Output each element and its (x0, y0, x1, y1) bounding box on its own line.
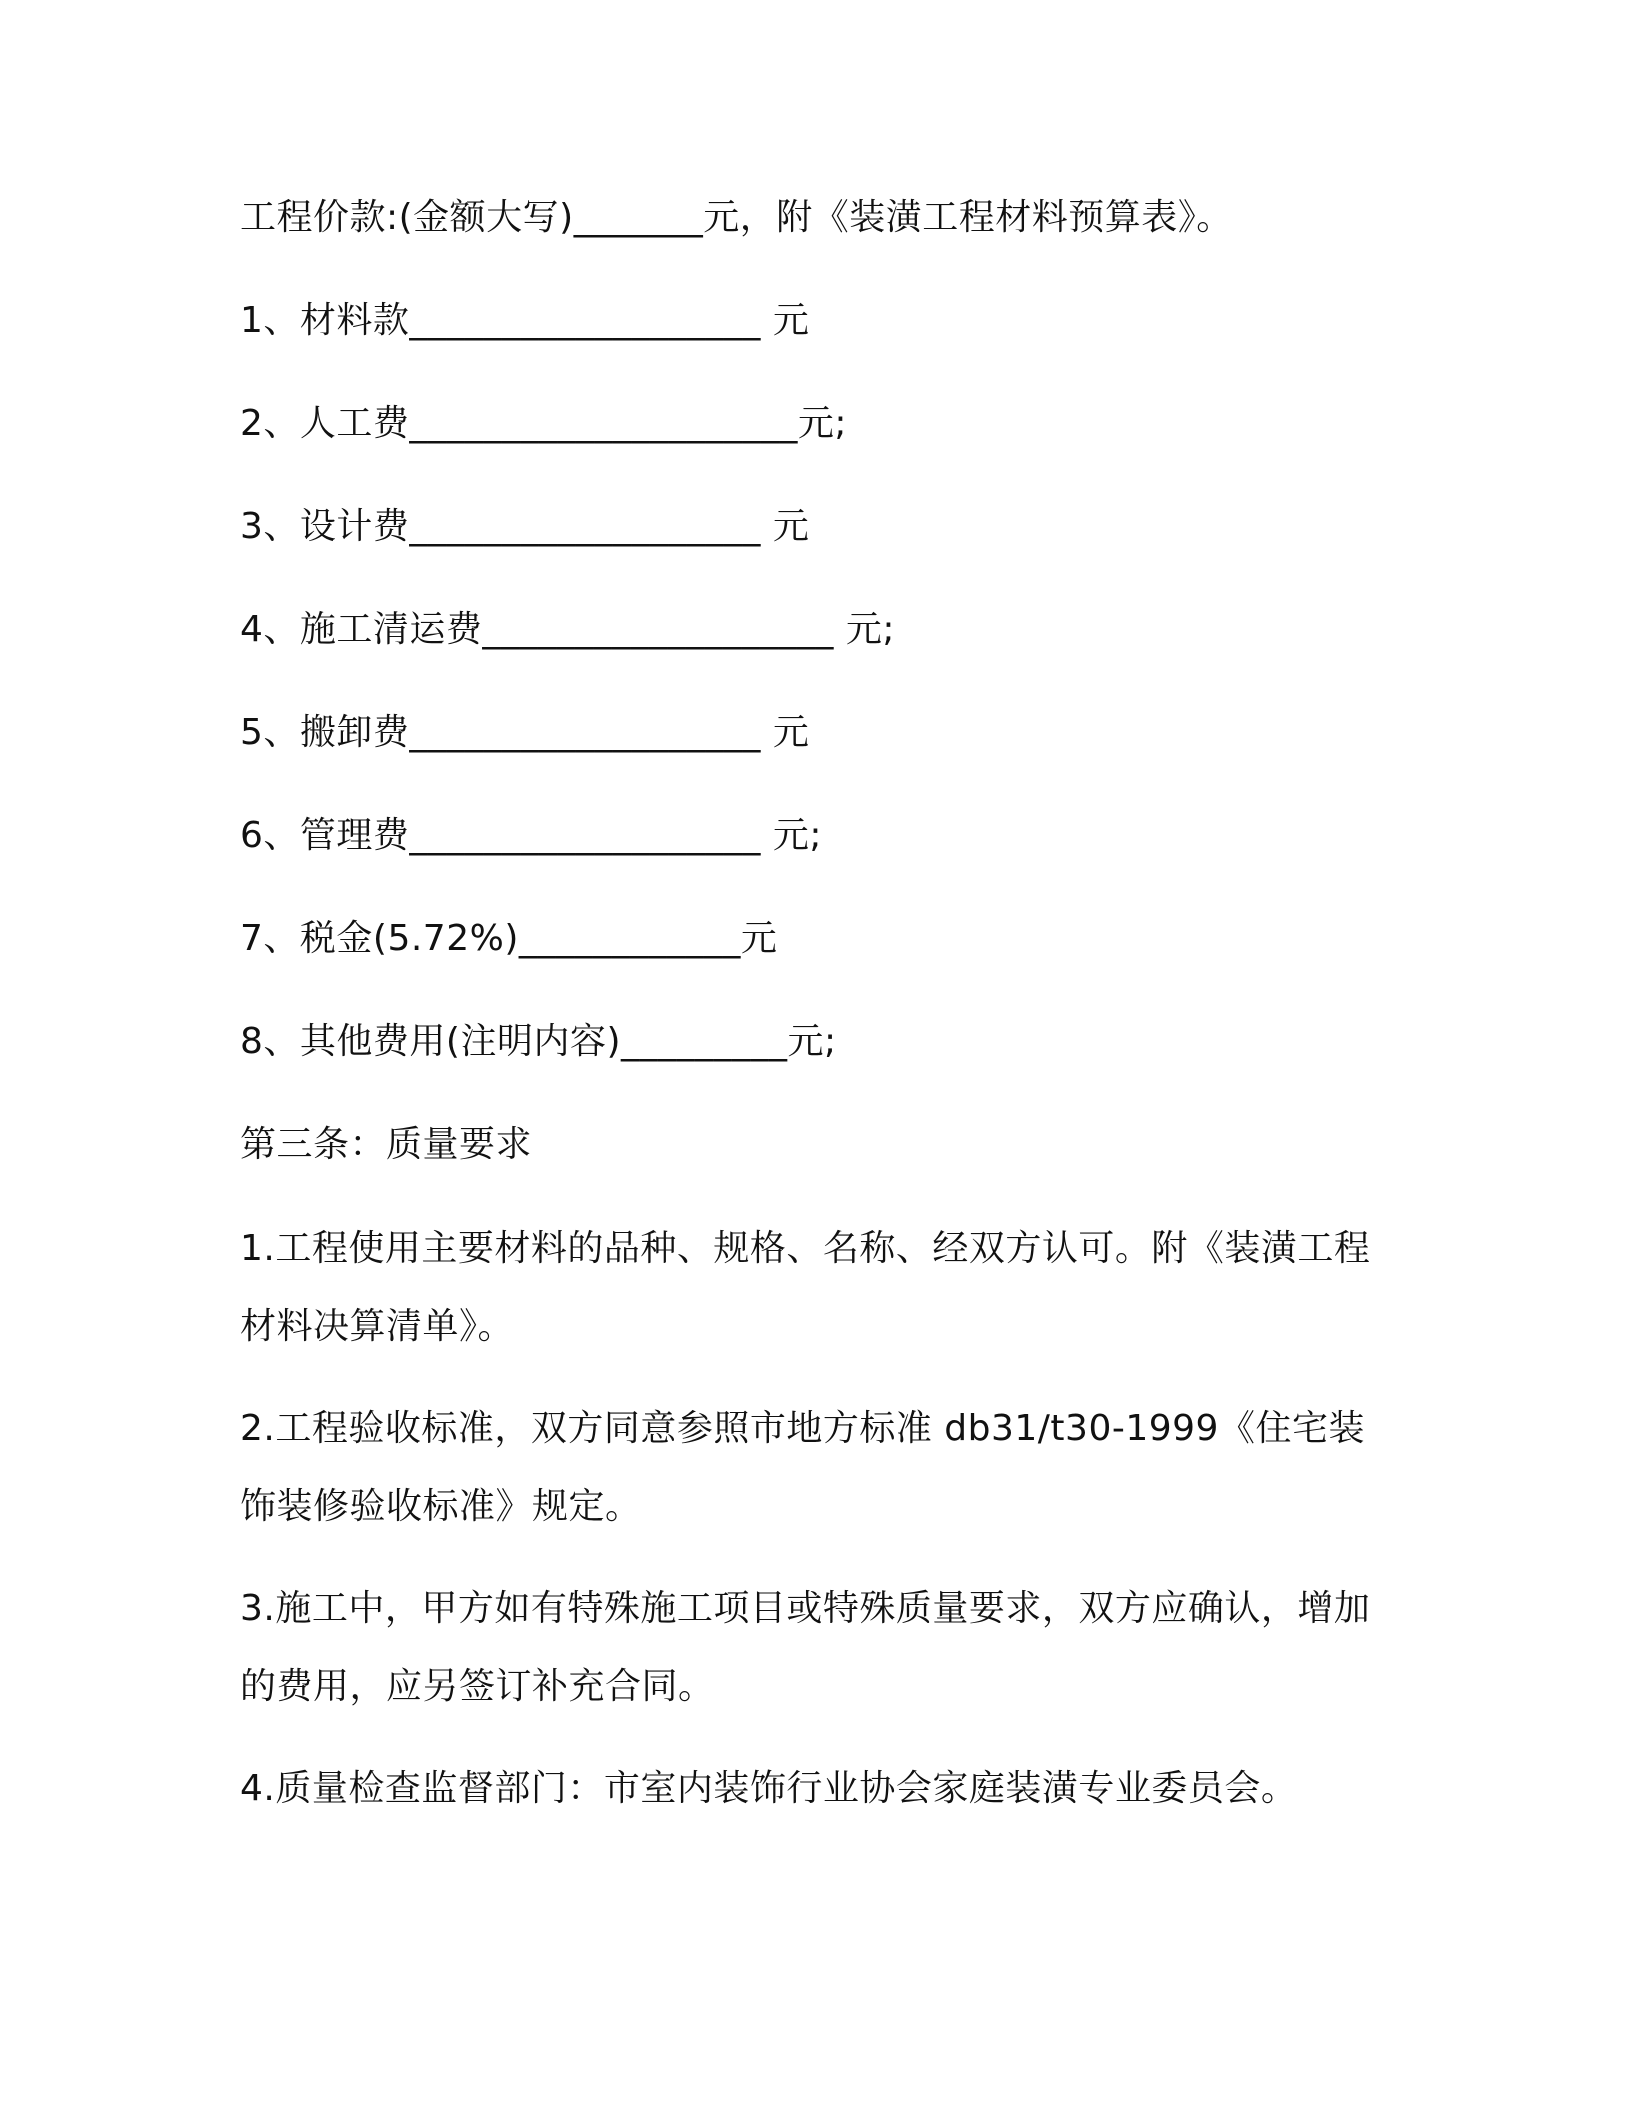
fee-item: 3、设计费___________________ 元 (240, 506, 810, 547)
price-line: 工程价款:(金额大写)_______元，附《装潢工程材料预算表》。 (240, 197, 1233, 238)
fee-item: 2、人工费_____________________元; (240, 403, 848, 444)
fee-item: 5、搬卸费___________________ 元 (240, 712, 810, 753)
fee-item: 6、管理费___________________ 元; (240, 815, 822, 856)
fee-item: 1、材料款___________________ 元 (240, 300, 810, 341)
fee-item: 4、施工清运费___________________ 元; (240, 609, 895, 650)
fee-item: 7、税金(5.72%)____________元 (240, 918, 778, 959)
fee-item: 8、其他费用(注明内容)_________元; (240, 1021, 837, 1062)
clause-paragraph: 1.工程使用主要材料的品种、规格、名称、经双方认可。附《装潢工程材料决算清单》。 (240, 1228, 1371, 1347)
clause-paragraph: 4.质量检查监督部门：市室内装饰行业协会家庭装潢专业委员会。 (240, 1768, 1298, 1809)
clause-paragraph: 3.施工中，甲方如有特殊施工项目或特殊质量要求，双方应确认，增加的费用，应另签订补充合同。 (240, 1588, 1371, 1707)
clause-paragraph: 2.工程验收标准，双方同意参照市地方标准 db31/t30-1999《住宅装饰装修验收标准》规定。 (240, 1408, 1365, 1527)
section-title: 第三条：质量要求 (240, 1124, 533, 1165)
